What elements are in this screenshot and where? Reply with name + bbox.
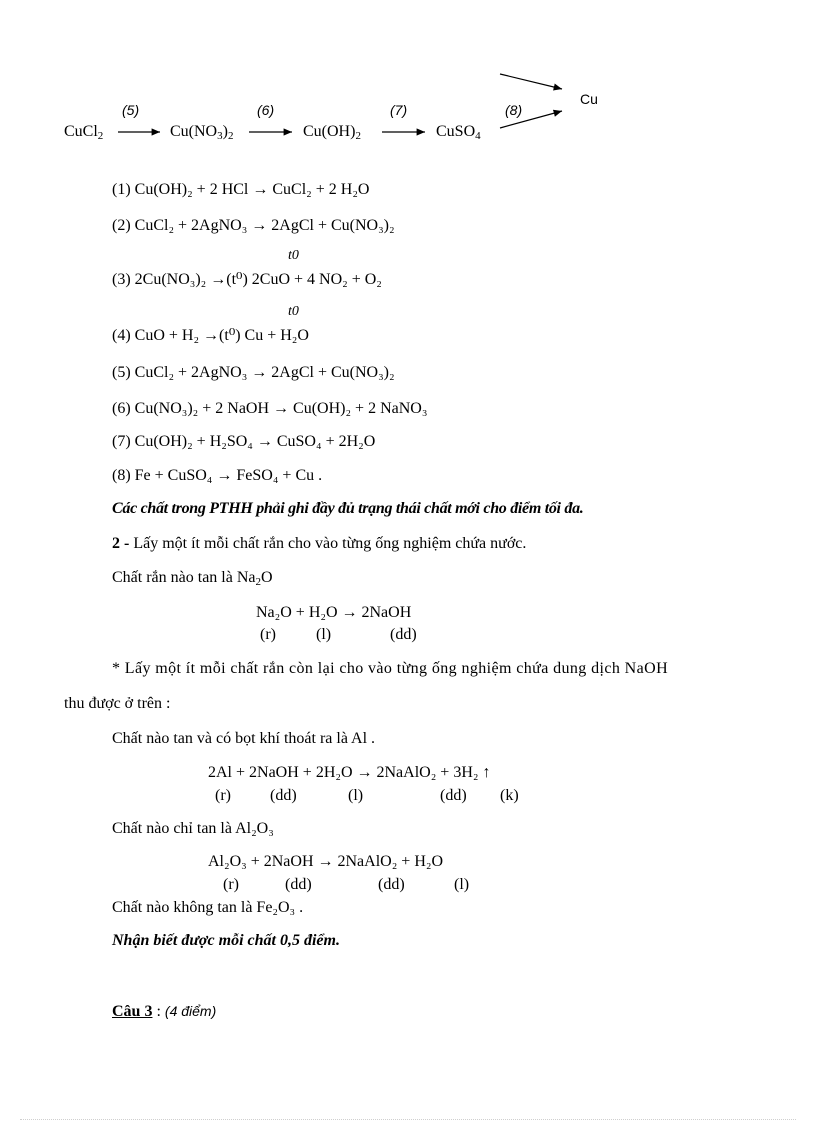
- equation-na2o: Na₂O + H₂O → 2NaOH: [256, 604, 412, 621]
- scheme-cuoh2: $Cu(OH)_2$: [303, 123, 361, 142]
- eq2-state-k: (k): [500, 787, 519, 804]
- note-full-states: Các chất trong PTHH phải ghi đầy đủ trạng thái chất mới cho điểm tối đa.: [112, 500, 584, 517]
- eq3-state-dd1: (dd): [285, 876, 312, 893]
- question-3-heading: Câu 3 : (4 điểm): [112, 1003, 217, 1020]
- step-label-7: (7): [390, 102, 408, 118]
- reaction-4: (4) CuO + H₂ →(t⁰) Cu + H₂O: [112, 327, 309, 344]
- scheme-cuno3: $Cu(NO_3)_2$: [170, 123, 234, 142]
- eq1-state-l: (l): [316, 626, 332, 643]
- equation-al2o3: Al₂O₃ + 2NaOH → 2NaAlO₂ + H₂O: [208, 853, 443, 870]
- fe2o3-line: Chất nào không tan là Fe₂O₃ .: [112, 899, 304, 916]
- reaction-3: (3) 2Cu(NO₃)₂ →(t⁰) 2CuO + 4 NO₂ + O₂: [112, 271, 382, 288]
- dissolve-line: Chất rắn nào tan là $Na_2O$: [112, 569, 273, 588]
- note-half-point: Nhận biết được mỗi chất 0,5 điểm.: [112, 932, 340, 949]
- step-label-5: (5): [122, 102, 140, 118]
- scheme-cucl2: CuCl$_2$: [64, 123, 104, 142]
- para-naoh-b: thu được ở trên :: [64, 695, 171, 712]
- eq3-state-r: (r): [223, 876, 239, 893]
- eq1-state-r: (r): [260, 626, 276, 643]
- step-label-8: (8): [505, 102, 523, 118]
- para-naoh-a: * Lấy một ít mỗi chất rắn còn lại cho vào từng ống nghiệm chứa dung dịch NaOH: [112, 660, 669, 677]
- question-3-points: (4 điểm): [164, 1003, 217, 1019]
- eq3-state-dd2: (dd): [378, 876, 405, 893]
- reaction-1: (1) Cu(OH)₂ + 2 HCl → CuCl₂ + 2 H₂O: [112, 181, 370, 198]
- part2-intro: 2 - Lấy một ít mỗi chất rắn cho vào từng ống nghiệm chứa nước.: [112, 535, 527, 552]
- al2o3-line: Chất nào chỉ tan là Al₂O₃: [112, 820, 274, 837]
- reaction-7: (7) Cu(OH)₂ + H₂SO₄ → CuSO₄ + 2H₂O: [112, 433, 376, 450]
- eq2-state-dd2: (dd): [440, 787, 467, 804]
- question-3-label: Câu 3: [112, 1003, 153, 1020]
- temp-label-3: t0: [288, 248, 299, 263]
- eq1-state-dd: (dd): [390, 626, 417, 643]
- equation-al: 2Al + 2NaOH + 2H₂O → 2NaAlO₂ + 3H₂ ↑: [208, 764, 491, 781]
- reaction-8: (8) Fe + CuSO₄ → FeSO₄ + Cu .: [112, 467, 323, 484]
- eq2-state-dd1: (dd): [270, 787, 297, 804]
- reaction-2: (2) CuCl₂ + 2AgNO₃ → 2AgCl + Cu(NO₃)₂: [112, 217, 395, 234]
- arrow-upper: [500, 74, 562, 89]
- eq2-state-r: (r): [215, 787, 231, 804]
- eq2-state-l: (l): [348, 787, 364, 804]
- reaction-6: (6) Cu(NO₃)₂ + 2 NaOH → Cu(OH)₂ + 2 NaNO₃: [112, 400, 428, 417]
- eq3-state-l: (l): [454, 876, 470, 893]
- temp-label-4: t0: [288, 304, 299, 319]
- scheme-cu: Cu: [580, 91, 598, 107]
- scheme-cuso4: CuSO$_4$: [436, 123, 481, 142]
- page-bottom-divider: [20, 1119, 796, 1120]
- step-label-6: (6): [257, 102, 275, 118]
- reaction-5: (5) CuCl₂ + 2AgNO₃ → 2AgCl + Cu(NO₃)₂: [112, 364, 395, 381]
- al-line: Chất nào tan và có bọt khí thoát ra là Al .: [112, 730, 376, 747]
